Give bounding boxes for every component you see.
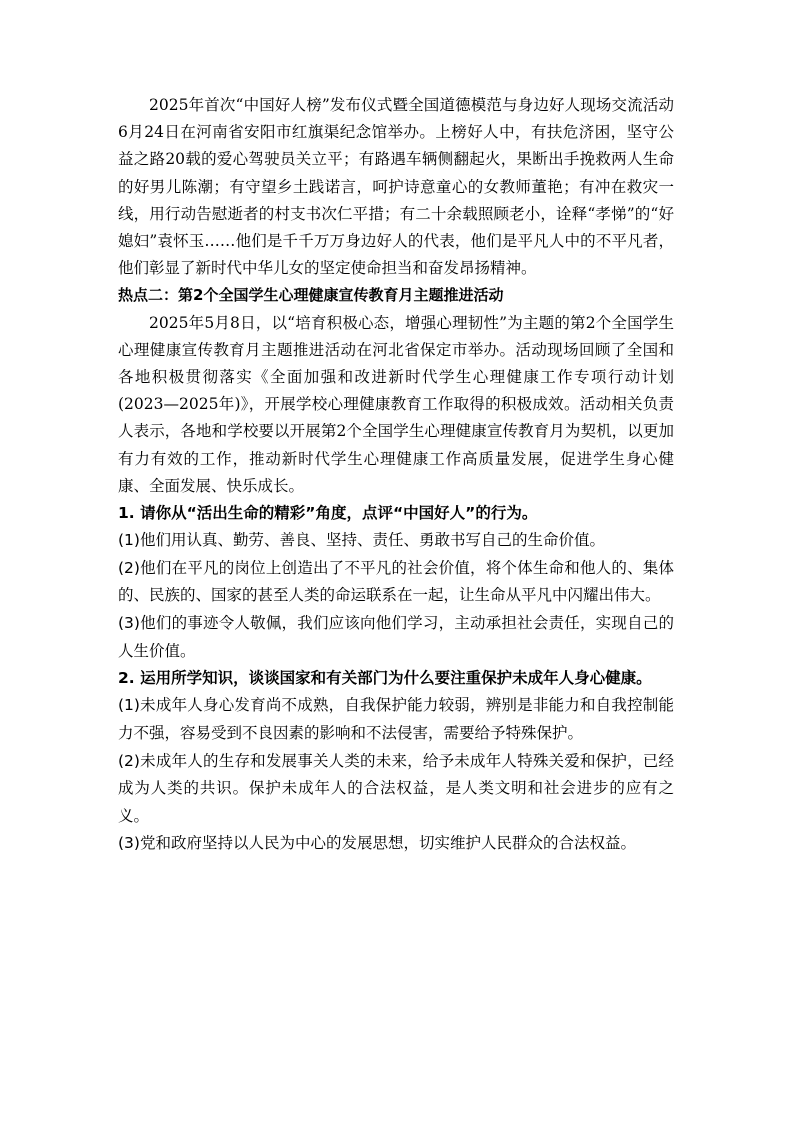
question-two: 2. 运用所学知识，谈谈国家和有关部门为什么要注重保护未成年人身心健康。: [118, 669, 652, 688]
question-two-answer-3: (3)党和政府坚持以人民为中心的发展思想，切实维护人民群众的合法权益。: [118, 834, 636, 853]
document-page: [118, 92, 674, 858]
news-paragraph-mental-health: 2025年5月8日，以“培育积极心态，增强心理韧性”为主题的第2个全国学生心理健康宣传教育月主题推进活动在河北省保定市举办。活动现场回顾了全国和各地积极贯彻落实《全面加强和改进新时代学生心理健康工作专项行动计划(2023—2025年)》，开展学校心理健康教育工作取得的积极成效。活动相关负责人表示，各地和学校要以开展第2个全国学生心理健康宣传教育月为契机，以更加有力有效的工作，推动新时代学生心理健康工作高质量发展，促进学生身心健康、全面发展、快乐成长。: [118, 313, 674, 495]
question-one-answer-2: (2)他们在平凡的岗位上创造出了不平凡的社会价值，将个体生命和他人的、集体的、民族的、国家的甚至人类的命运联系在一起，让生命从平凡中闪耀出伟大。: [118, 558, 674, 605]
question-one-answer-3: (3)他们的事迹令人敬佩，我们应该向他们学习，主动承担社会责任，实现自己的人生价值。: [118, 614, 674, 660]
question-two-answer-2: (2)未成年人的生存和发展事关人类的未来，给予未成年人特殊关爱和保护，已经成为人类的共识。保护未成年人的合法权益，是人类文明和社会进步的应有之义。: [118, 751, 674, 825]
hotspot-two-heading: 热点二：第2个全国学生心理健康宣传教育月主题推进活动: [118, 286, 504, 305]
question-two-answer-1: (1)未成年人身心发育尚不成熟，自我保护能力较弱，辨别是非能力和自我控制能力不强，容易受到不良因素的影响和不法侵害，需要给予特殊保护。: [118, 696, 674, 743]
question-one: 1. 请你从“活出生命的精彩”角度，点评“中国好人”的行为。: [118, 504, 538, 523]
question-one-answer-1: (1)他们用认真、勤劳、善良、坚持、责任、勇敢书写自己的生命价值。: [118, 531, 605, 550]
news-paragraph-good-people: 2025年首次“中国好人榜”发布仪式暨全国道德模范与身边好人现场交流活动6月24日在河南省安阳市红旗渠纪念馆举办。上榜好人中，有扶危济困，坚守公益之路20载的爱心驾驶员关立平；有路遇车辆侧翻起火，果断出手挽救两人生命的好男儿陈潮；有守望乡土践诺言，呵护诗意童心的女教师董艳；有冲在救灾一线，用行动告慰逝者的村支书次仁平措；有二十余载照顾老小，诠释“孝悌”的“好媳妇”袁怀玉……他们是千千万万身边好人的代表，他们是平凡人中的不平凡者，他们彰显了新时代中华儿女的坚定使命担当和奋发昂扬精神。: [118, 96, 674, 278]
